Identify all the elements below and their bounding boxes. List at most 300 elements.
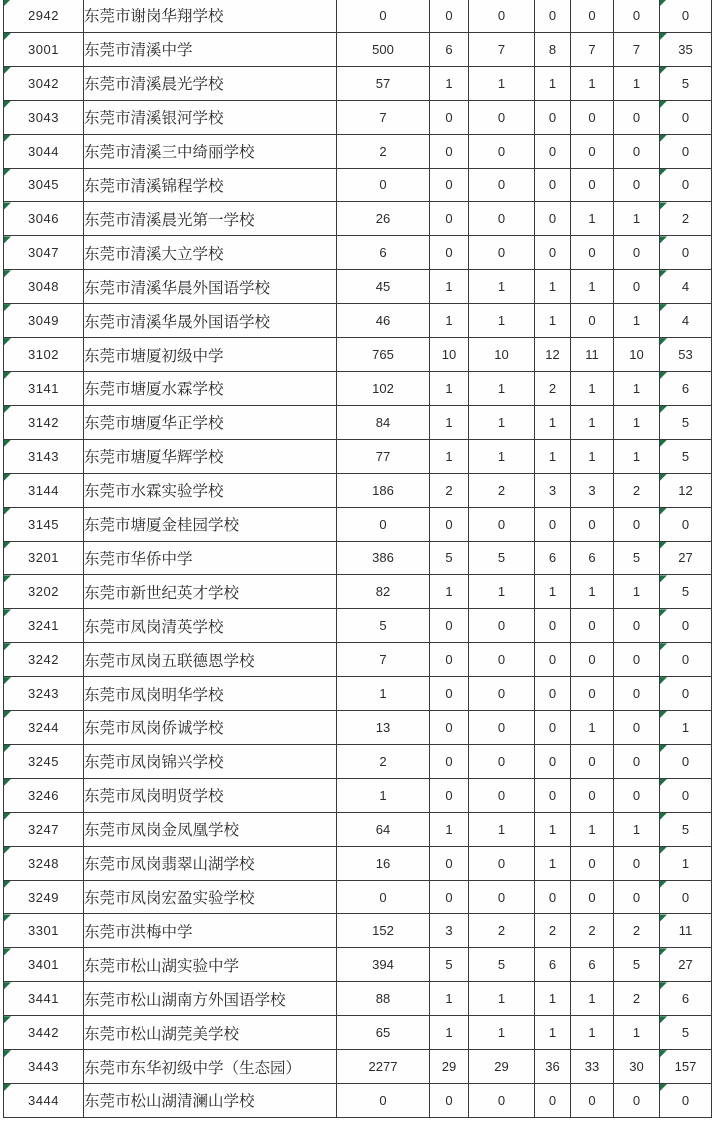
stat-total-cell[interactable]	[660, 202, 712, 236]
stat-cell[interactable]	[430, 473, 469, 507]
stat-cell[interactable]	[535, 948, 571, 982]
school-name-cell[interactable]	[84, 643, 337, 677]
school-code-cell[interactable]	[4, 609, 84, 643]
school-name-cell[interactable]	[84, 236, 337, 270]
school-code-cell[interactable]	[4, 304, 84, 338]
stat-cell[interactable]	[337, 880, 430, 914]
stat-total-cell[interactable]	[660, 134, 712, 168]
stat-cell[interactable]	[571, 405, 614, 439]
stat-cell[interactable]	[571, 270, 614, 304]
school-code-cell[interactable]	[4, 270, 84, 304]
stat-cell[interactable]	[535, 439, 571, 473]
stat-cell[interactable]	[571, 677, 614, 711]
school-name-cell[interactable]	[84, 0, 337, 32]
stat-cell[interactable]	[571, 914, 614, 948]
stat-cell[interactable]	[469, 304, 535, 338]
stat-cell[interactable]	[535, 270, 571, 304]
stat-value: 0	[497, 686, 506, 702]
stat-cell[interactable]	[535, 507, 571, 541]
school-code-cell[interactable]	[4, 66, 84, 100]
school-code-cell[interactable]	[4, 1016, 84, 1050]
stat-cell[interactable]	[571, 575, 614, 609]
stat-cell[interactable]	[535, 541, 571, 575]
stat-cell[interactable]	[535, 473, 571, 507]
stat-cell[interactable]	[430, 134, 469, 168]
stat-cell[interactable]	[469, 880, 535, 914]
stat-cell[interactable]	[430, 812, 469, 846]
school-name-cell[interactable]	[84, 371, 337, 405]
stat-cell[interactable]	[430, 32, 469, 66]
stat-cell[interactable]	[337, 270, 430, 304]
stat-total-cell[interactable]	[660, 677, 712, 711]
school-name-cell[interactable]	[84, 744, 337, 778]
stat-cell[interactable]	[535, 1084, 571, 1118]
school-name-cell[interactable]	[84, 168, 337, 202]
stat-cell[interactable]	[469, 609, 535, 643]
stat-total-cell[interactable]	[660, 168, 712, 202]
school-code-cell[interactable]	[4, 168, 84, 202]
stat-cell[interactable]	[430, 744, 469, 778]
stat-cell[interactable]	[469, 541, 535, 575]
stat-total-cell[interactable]	[660, 1016, 712, 1050]
school-code-cell[interactable]	[4, 677, 84, 711]
stat-cell[interactable]	[337, 405, 430, 439]
stat-cell[interactable]	[430, 609, 469, 643]
stat-cell[interactable]	[469, 744, 535, 778]
school-code-cell[interactable]	[4, 338, 84, 372]
stat-cell[interactable]	[337, 304, 430, 338]
stat-cell[interactable]	[469, 677, 535, 711]
school-name-cell[interactable]	[84, 914, 337, 948]
stat-cell[interactable]	[337, 575, 430, 609]
stat-cell[interactable]	[337, 100, 430, 134]
stat-cell[interactable]	[337, 0, 430, 32]
stat-cell[interactable]	[430, 405, 469, 439]
stat-cell[interactable]	[535, 609, 571, 643]
school-name-cell[interactable]	[84, 66, 337, 100]
school-code-cell[interactable]	[4, 236, 84, 270]
stat-cell[interactable]	[337, 609, 430, 643]
stat-cell[interactable]	[469, 778, 535, 812]
stat-cell[interactable]	[614, 1016, 660, 1050]
stat-cell[interactable]	[571, 134, 614, 168]
stat-cell[interactable]	[614, 643, 660, 677]
stat-total-cell[interactable]	[660, 880, 712, 914]
stat-total-cell[interactable]	[660, 744, 712, 778]
stat-cell[interactable]	[430, 880, 469, 914]
stat-cell[interactable]	[469, 371, 535, 405]
stat-cell[interactable]	[469, 439, 535, 473]
stat-cell[interactable]	[469, 134, 535, 168]
stat-cell[interactable]	[571, 100, 614, 134]
stat-cell[interactable]	[469, 202, 535, 236]
stat-cell[interactable]	[535, 0, 571, 32]
school-name-cell[interactable]	[84, 1016, 337, 1050]
school-code-cell[interactable]	[4, 507, 84, 541]
stat-total-cell[interactable]	[660, 643, 712, 677]
stat-cell[interactable]	[571, 609, 614, 643]
school-code-cell[interactable]	[4, 32, 84, 66]
stat-cell[interactable]	[571, 778, 614, 812]
stat-total-cell[interactable]	[660, 439, 712, 473]
stat-cell[interactable]	[469, 236, 535, 270]
stat-cell[interactable]	[469, 66, 535, 100]
stat-cell[interactable]	[571, 982, 614, 1016]
stat-cell[interactable]	[469, 270, 535, 304]
stat-cell[interactable]	[469, 338, 535, 372]
school-name-cell[interactable]	[84, 439, 337, 473]
stat-cell[interactable]	[614, 880, 660, 914]
stat-cell[interactable]	[614, 338, 660, 372]
stat-total-cell[interactable]	[660, 0, 712, 32]
stat-cell[interactable]	[430, 575, 469, 609]
stat-total-cell[interactable]	[660, 100, 712, 134]
stat-cell[interactable]	[469, 168, 535, 202]
stat-cell[interactable]	[430, 1016, 469, 1050]
stat-cell[interactable]	[614, 1050, 660, 1084]
stat-total-cell[interactable]	[660, 778, 712, 812]
stat-cell[interactable]	[571, 744, 614, 778]
school-code-cell[interactable]	[4, 1084, 84, 1118]
stat-cell[interactable]	[469, 1050, 535, 1084]
school-name-cell[interactable]	[84, 541, 337, 575]
stat-cell[interactable]	[430, 236, 469, 270]
stat-cell[interactable]	[535, 236, 571, 270]
stat-cell[interactable]	[337, 32, 430, 66]
stat-cell[interactable]	[614, 948, 660, 982]
stat-cell[interactable]	[430, 338, 469, 372]
stat-cell[interactable]	[337, 1084, 430, 1118]
stat-cell[interactable]	[430, 643, 469, 677]
stat-cell[interactable]	[535, 812, 571, 846]
stat-cell[interactable]	[430, 711, 469, 745]
school-name-cell[interactable]	[84, 812, 337, 846]
stat-cell[interactable]	[535, 643, 571, 677]
stat-cell[interactable]	[614, 609, 660, 643]
stat-cell[interactable]	[614, 778, 660, 812]
stat-cell[interactable]	[430, 0, 469, 32]
stat-cell[interactable]	[614, 812, 660, 846]
stat-cell[interactable]	[571, 338, 614, 372]
school-code-cell[interactable]	[4, 812, 84, 846]
school-name-cell[interactable]	[84, 1050, 337, 1084]
stat-cell[interactable]	[337, 948, 430, 982]
stat-cell[interactable]	[337, 744, 430, 778]
school-code-cell[interactable]	[4, 405, 84, 439]
school-code-cell[interactable]	[4, 948, 84, 982]
school-name-cell[interactable]	[84, 202, 337, 236]
stat-cell[interactable]	[337, 812, 430, 846]
school-code-cell[interactable]	[4, 473, 84, 507]
school-code-cell[interactable]	[4, 575, 84, 609]
school-name-cell[interactable]	[84, 270, 337, 304]
school-name-cell[interactable]	[84, 507, 337, 541]
stat-cell[interactable]	[430, 168, 469, 202]
stat-total-cell[interactable]	[660, 812, 712, 846]
stat-cell[interactable]	[535, 371, 571, 405]
school-name-cell[interactable]	[84, 711, 337, 745]
stat-total-cell[interactable]	[660, 914, 712, 948]
stat-total-cell[interactable]	[660, 948, 712, 982]
stat-cell[interactable]	[614, 677, 660, 711]
stat-cell[interactable]	[571, 507, 614, 541]
stat-cell[interactable]	[337, 1050, 430, 1084]
stat-cell[interactable]	[614, 541, 660, 575]
school-code-cell[interactable]	[4, 643, 84, 677]
stat-cell[interactable]	[614, 100, 660, 134]
stat-cell[interactable]	[614, 575, 660, 609]
stat-cell[interactable]	[535, 711, 571, 745]
stat-cell[interactable]	[337, 643, 430, 677]
stat-cell[interactable]	[614, 304, 660, 338]
stat-cell[interactable]	[614, 168, 660, 202]
stat-cell[interactable]	[614, 1084, 660, 1118]
school-name-cell[interactable]	[84, 948, 337, 982]
school-code-cell[interactable]	[4, 846, 84, 880]
school-code-cell[interactable]	[4, 134, 84, 168]
stat-cell[interactable]	[430, 100, 469, 134]
school-name-cell[interactable]	[84, 100, 337, 134]
stat-cell[interactable]	[337, 134, 430, 168]
stat-cell[interactable]	[430, 677, 469, 711]
stat-cell[interactable]	[535, 1016, 571, 1050]
school-name-cell[interactable]	[84, 982, 337, 1016]
stat-total-cell[interactable]	[660, 473, 712, 507]
stat-cell[interactable]	[430, 1050, 469, 1084]
school-name-cell[interactable]	[84, 473, 337, 507]
stat-cell[interactable]	[571, 812, 614, 846]
stat-cell[interactable]	[535, 202, 571, 236]
stat-total-cell[interactable]	[660, 1050, 712, 1084]
stat-cell[interactable]	[535, 66, 571, 100]
school-code-cell[interactable]	[4, 541, 84, 575]
stat-cell[interactable]	[571, 304, 614, 338]
school-name-cell[interactable]	[84, 677, 337, 711]
stat-cell[interactable]	[535, 846, 571, 880]
stat-cell[interactable]	[469, 846, 535, 880]
stat-cell[interactable]	[337, 1016, 430, 1050]
stat-cell[interactable]	[469, 32, 535, 66]
stat-cell[interactable]	[571, 236, 614, 270]
stat-cell[interactable]	[614, 507, 660, 541]
stat-cell[interactable]	[469, 948, 535, 982]
stat-cell[interactable]	[571, 1084, 614, 1118]
stat-cell[interactable]	[535, 304, 571, 338]
stat-total-cell[interactable]	[660, 66, 712, 100]
school-name-cell[interactable]	[84, 778, 337, 812]
stat-cell[interactable]	[571, 846, 614, 880]
school-code-cell[interactable]	[4, 439, 84, 473]
stat-cell[interactable]	[430, 371, 469, 405]
stat-cell[interactable]	[571, 371, 614, 405]
stat-cell[interactable]	[614, 846, 660, 880]
stat-cell[interactable]	[430, 202, 469, 236]
stat-cell[interactable]	[571, 439, 614, 473]
stat-cell[interactable]	[469, 914, 535, 948]
school-code-cell[interactable]	[4, 711, 84, 745]
stat-cell[interactable]	[430, 507, 469, 541]
stat-cell[interactable]	[614, 982, 660, 1016]
stat-cell[interactable]	[337, 168, 430, 202]
stat-cell[interactable]	[614, 236, 660, 270]
stat-cell[interactable]	[571, 202, 614, 236]
stat-cell[interactable]	[337, 982, 430, 1016]
stat-total-cell[interactable]	[660, 711, 712, 745]
stat-cell[interactable]	[337, 846, 430, 880]
stat-cell[interactable]	[535, 1050, 571, 1084]
stat-cell[interactable]	[571, 0, 614, 32]
school-name-cell[interactable]	[84, 32, 337, 66]
stat-cell[interactable]	[571, 948, 614, 982]
stat-cell[interactable]	[535, 338, 571, 372]
stat-cell[interactable]	[614, 914, 660, 948]
stat-cell[interactable]	[535, 914, 571, 948]
stat-total-cell[interactable]	[660, 236, 712, 270]
stat-cell[interactable]	[469, 711, 535, 745]
school-code-cell[interactable]	[4, 0, 84, 32]
stat-cell[interactable]	[535, 982, 571, 1016]
stat-total-cell[interactable]	[660, 982, 712, 1016]
stat-cell[interactable]	[571, 880, 614, 914]
stat-cell[interactable]	[430, 948, 469, 982]
stat-cell[interactable]	[469, 575, 535, 609]
stat-cell[interactable]	[614, 711, 660, 745]
stat-total-cell[interactable]	[660, 846, 712, 880]
stat-total-cell[interactable]	[660, 338, 712, 372]
school-code-cell[interactable]	[4, 1050, 84, 1084]
school-code-cell[interactable]	[4, 778, 84, 812]
school-name-cell[interactable]	[84, 1084, 337, 1118]
school-code-cell[interactable]	[4, 744, 84, 778]
stat-cell[interactable]	[337, 541, 430, 575]
stat-total-cell[interactable]	[660, 371, 712, 405]
stat-total-cell[interactable]	[660, 270, 712, 304]
school-name-cell[interactable]	[84, 304, 337, 338]
stat-cell[interactable]	[430, 982, 469, 1016]
stat-cell[interactable]	[614, 134, 660, 168]
error-triangle-icon	[4, 440, 11, 447]
stat-cell[interactable]	[469, 473, 535, 507]
school-code-cell[interactable]	[4, 880, 84, 914]
school-name-cell[interactable]	[84, 609, 337, 643]
stat-cell[interactable]	[337, 236, 430, 270]
stat-cell[interactable]	[337, 507, 430, 541]
stat-cell[interactable]	[614, 371, 660, 405]
stat-cell[interactable]	[430, 66, 469, 100]
stat-cell[interactable]	[614, 439, 660, 473]
school-code-cell[interactable]	[4, 914, 84, 948]
stat-cell[interactable]	[337, 202, 430, 236]
stat-cell[interactable]	[571, 1050, 614, 1084]
stat-total-cell[interactable]	[660, 609, 712, 643]
stat-cell[interactable]	[535, 778, 571, 812]
school-code-cell[interactable]	[4, 371, 84, 405]
stat-cell[interactable]	[614, 0, 660, 32]
stat-cell[interactable]	[469, 812, 535, 846]
stat-cell[interactable]	[571, 168, 614, 202]
stat-cell[interactable]	[571, 643, 614, 677]
stat-cell[interactable]	[614, 270, 660, 304]
school-name-cell[interactable]	[84, 405, 337, 439]
school-name-cell[interactable]	[84, 575, 337, 609]
stat-total-cell[interactable]	[660, 32, 712, 66]
stat-cell[interactable]	[535, 880, 571, 914]
stat-cell[interactable]	[430, 778, 469, 812]
stat-cell[interactable]	[571, 541, 614, 575]
school-code-cell[interactable]	[4, 100, 84, 134]
stat-cell[interactable]	[535, 744, 571, 778]
school-code-cell[interactable]	[4, 202, 84, 236]
stat-cell[interactable]	[614, 66, 660, 100]
stat-cell[interactable]	[571, 66, 614, 100]
stat-total-cell[interactable]	[660, 575, 712, 609]
stat-cell[interactable]	[337, 778, 430, 812]
stat-cell[interactable]	[337, 473, 430, 507]
stat-cell[interactable]	[430, 914, 469, 948]
stat-cell[interactable]	[469, 982, 535, 1016]
stat-cell[interactable]	[571, 711, 614, 745]
stat-total-cell[interactable]	[660, 507, 712, 541]
stat-cell[interactable]	[535, 168, 571, 202]
stat-cell[interactable]	[430, 304, 469, 338]
stat-cell[interactable]	[535, 575, 571, 609]
stat-cell[interactable]	[469, 643, 535, 677]
stat-cell[interactable]	[535, 100, 571, 134]
error-triangle-icon	[660, 813, 667, 820]
stat-cell[interactable]	[430, 541, 469, 575]
stat-cell[interactable]	[469, 507, 535, 541]
stat-total-cell[interactable]	[660, 1084, 712, 1118]
stat-cell[interactable]	[535, 134, 571, 168]
stat-total-cell[interactable]	[660, 541, 712, 575]
stat-cell[interactable]	[337, 711, 430, 745]
stat-cell[interactable]	[430, 439, 469, 473]
stat-cell[interactable]	[469, 405, 535, 439]
stat-cell[interactable]	[337, 439, 430, 473]
school-name-cell[interactable]	[84, 880, 337, 914]
stat-cell[interactable]	[614, 473, 660, 507]
stat-cell[interactable]	[571, 473, 614, 507]
school-name-cell[interactable]	[84, 846, 337, 880]
school-name-cell[interactable]	[84, 134, 337, 168]
stat-cell[interactable]	[337, 914, 430, 948]
stat-cell[interactable]	[469, 0, 535, 32]
stat-cell[interactable]	[337, 371, 430, 405]
stat-cell[interactable]	[337, 338, 430, 372]
stat-cell[interactable]	[571, 1016, 614, 1050]
school-name-cell[interactable]	[84, 338, 337, 372]
school-code-cell[interactable]	[4, 982, 84, 1016]
stat-cell[interactable]	[571, 32, 614, 66]
stat-cell[interactable]	[337, 66, 430, 100]
stat-cell[interactable]	[469, 100, 535, 134]
stat-cell[interactable]	[430, 846, 469, 880]
stat-cell[interactable]	[430, 1084, 469, 1118]
stat-cell[interactable]	[337, 677, 430, 711]
stat-cell[interactable]	[469, 1016, 535, 1050]
stat-cell[interactable]	[535, 677, 571, 711]
stat-total-cell[interactable]	[660, 405, 712, 439]
stat-cell[interactable]	[614, 202, 660, 236]
stat-cell[interactable]	[469, 1084, 535, 1118]
stat-total-cell[interactable]	[660, 304, 712, 338]
stat-cell[interactable]	[535, 32, 571, 66]
stat-cell[interactable]	[614, 405, 660, 439]
stat-cell[interactable]	[614, 32, 660, 66]
stat-cell[interactable]	[430, 270, 469, 304]
stat-cell[interactable]	[535, 405, 571, 439]
stat-cell[interactable]	[614, 744, 660, 778]
